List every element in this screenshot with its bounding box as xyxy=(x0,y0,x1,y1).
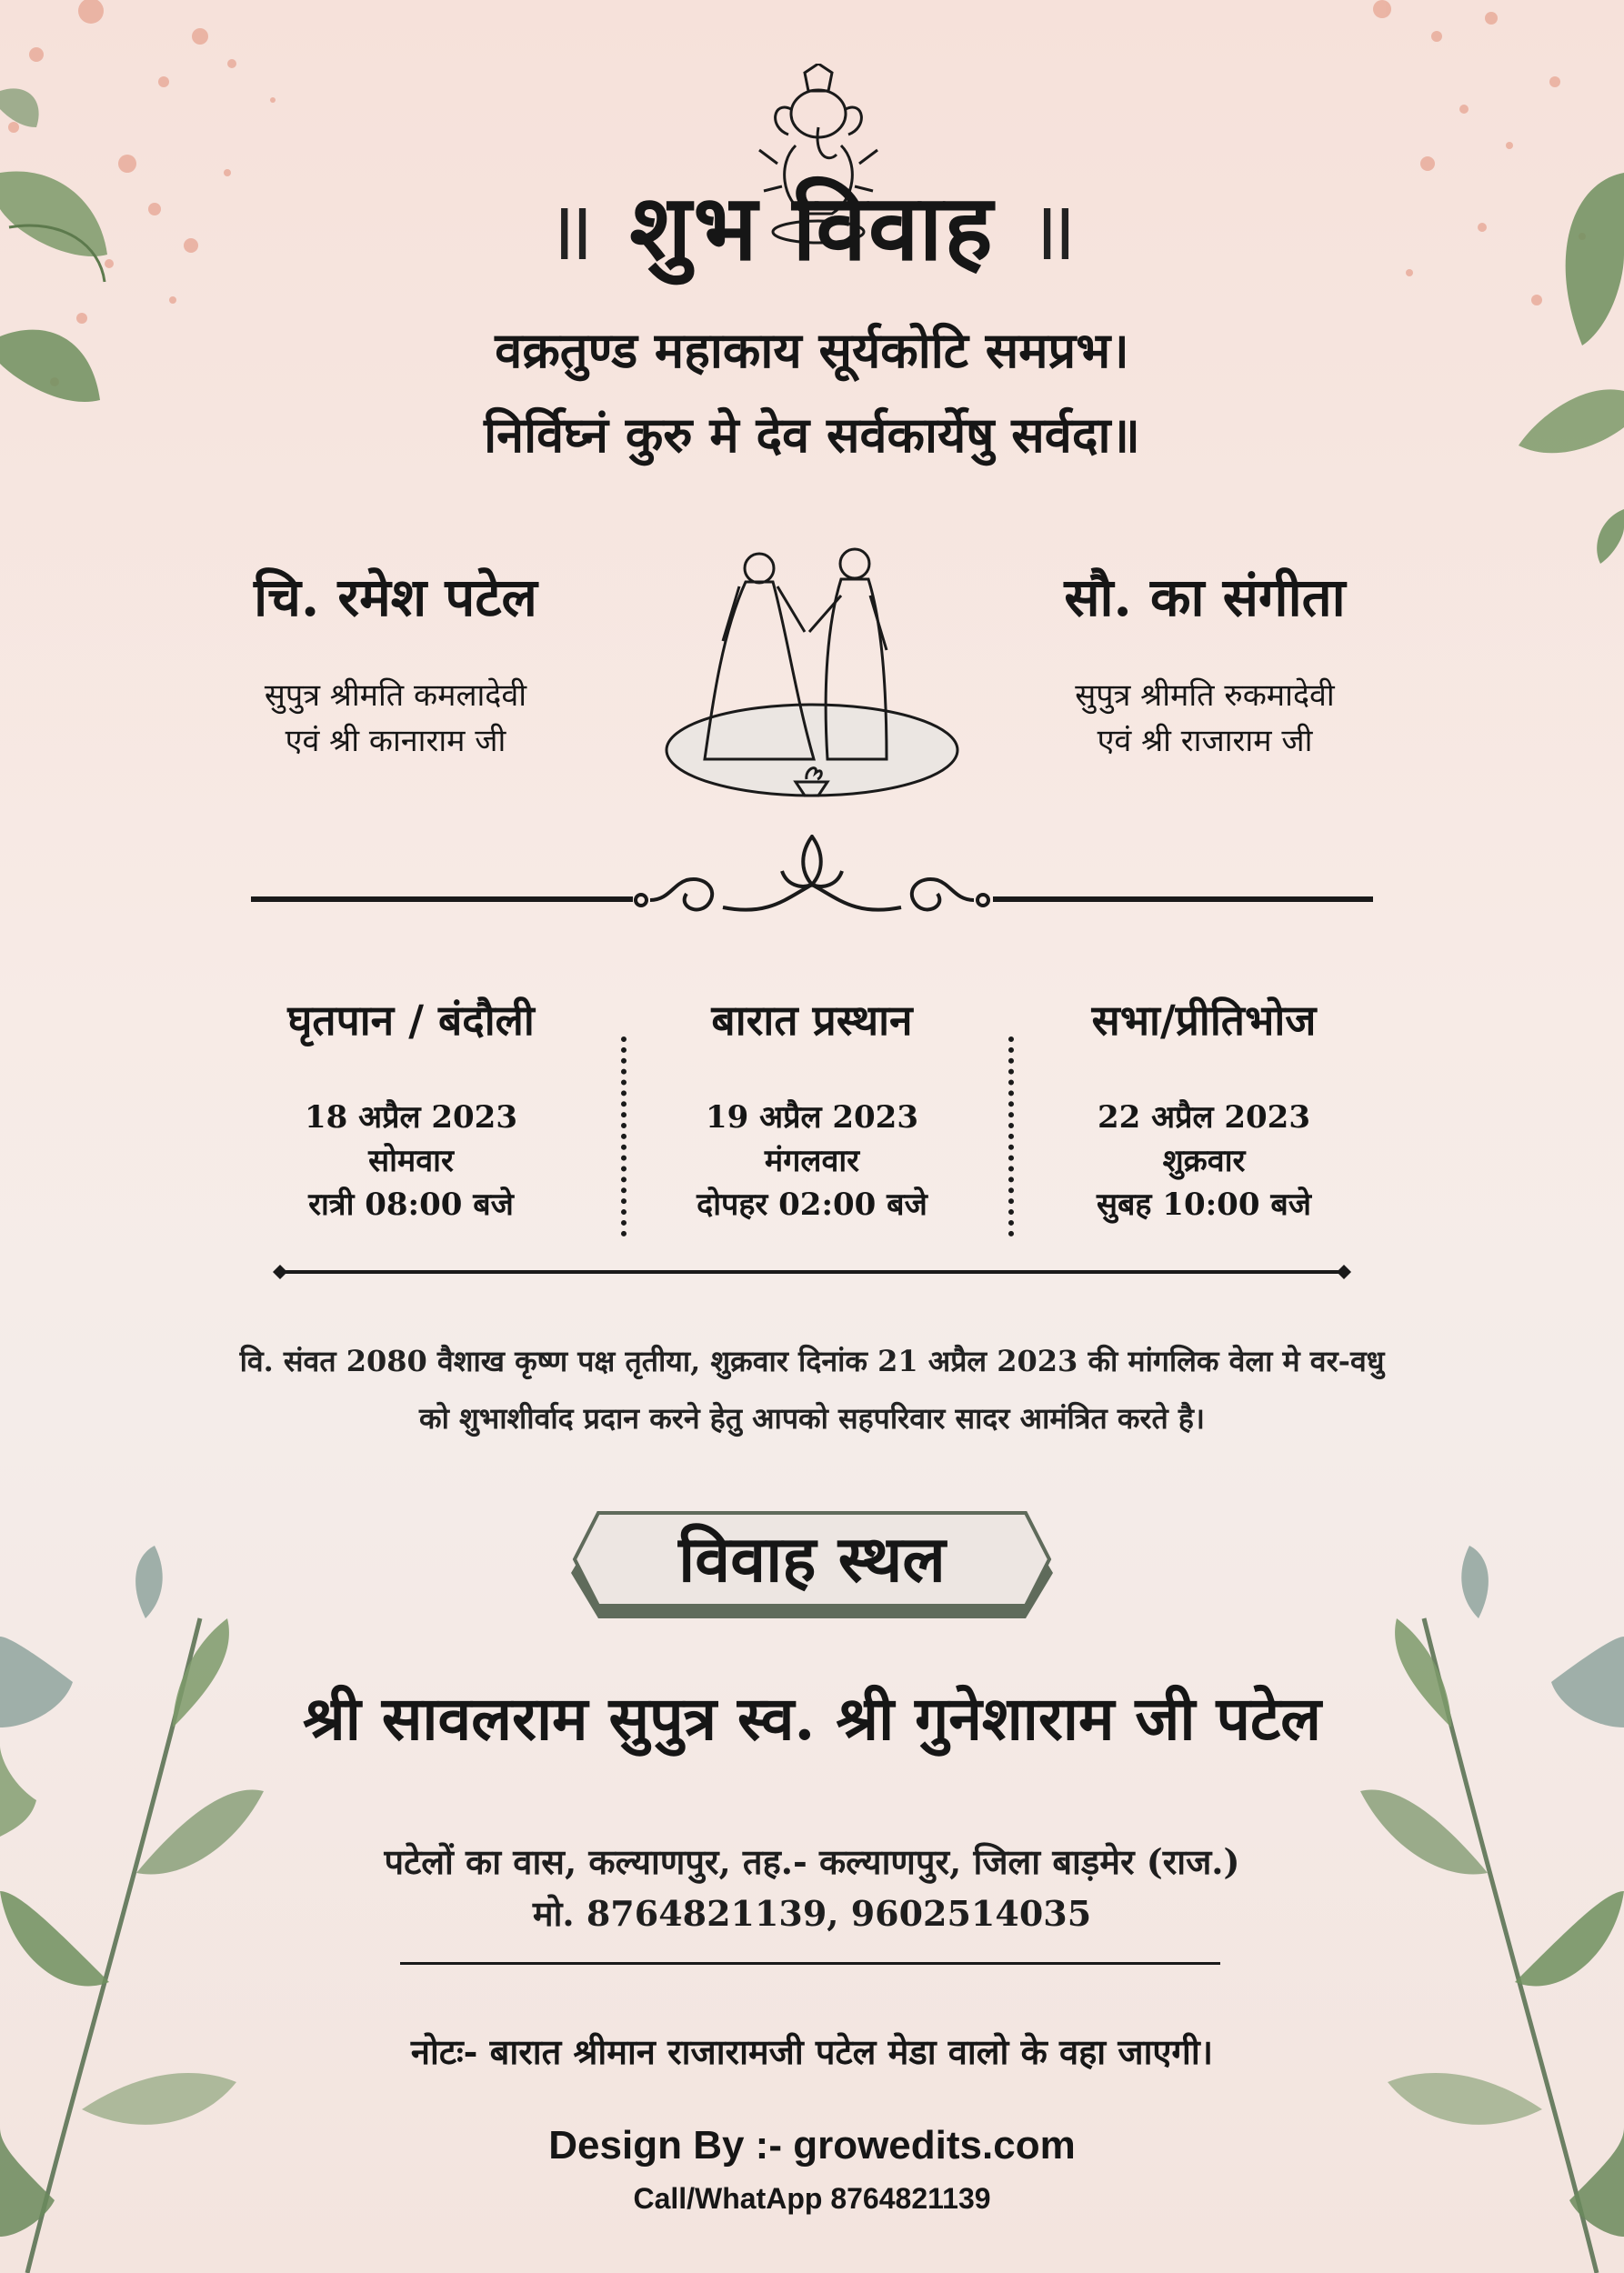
venue-label: विवाह स्थल xyxy=(678,1521,946,1597)
title-bar-right: ॥ xyxy=(1028,184,1079,279)
ornamental-flourish-icon xyxy=(632,835,992,935)
title-text: शुभ विवाह xyxy=(629,174,995,281)
event-date: 19 अप्रैल 2023 xyxy=(706,1099,918,1136)
wedding-couple-icon xyxy=(659,532,964,814)
event-time: दोपहर 02:00 बजे xyxy=(697,1187,927,1223)
invitation-line-2: को शुभाशीर्वाद प्रदान करने हेतु आपको सहपरिवार सादर आमंत्रित करते है। xyxy=(419,1401,1205,1436)
event-title-ghritpan: घृतपान / बंदौली xyxy=(287,996,535,1045)
design-contact: Call/WhatApp 8764821139 xyxy=(633,2182,991,2215)
diamond-right-icon xyxy=(1337,1265,1351,1279)
page-title xyxy=(0,173,1624,286)
events-bottom-divider xyxy=(280,1270,1344,1274)
event-day: शुक्रवार xyxy=(1162,1143,1246,1179)
bride-parents-line-2: एवं श्री राजाराम जी xyxy=(1097,723,1313,759)
event-title-barat: बारात प्रस्थान xyxy=(711,996,913,1045)
groom-name: चि. रमेश पटेल xyxy=(254,566,537,628)
event-day: मंगलवार xyxy=(764,1143,860,1179)
event-time: रात्री 08:00 बजे xyxy=(308,1187,514,1223)
invitation-line-1: वि. संवत 2080 वैशाख कृष्ण पक्ष तृतीया, शुक्रवार दिनांक 21 अप्रैल 2023 की मांगलिक वेला मे वर-वधु xyxy=(239,1344,1385,1378)
shloka-line-2: निर्विघ्नं कुरु मे देव सर्वकार्येषु सर्वदा॥ xyxy=(484,406,1140,464)
event-date: 18 अप्रैल 2023 xyxy=(305,1099,517,1136)
divider-right-line xyxy=(993,896,1373,902)
title-bar-left: ॥ xyxy=(545,184,596,279)
address-divider xyxy=(400,1962,1220,1965)
groom-parents-line-2: एवं श्री कानाराम जी xyxy=(285,723,506,759)
divider-left-line xyxy=(251,896,633,902)
groom-parents-line-1: सुपुत्र श्रीमति कमलादेवी xyxy=(264,677,527,714)
event-time: सुबह 10:00 बजे xyxy=(1097,1187,1311,1223)
bride-name: सौ. का संगीता xyxy=(1064,566,1346,628)
bride-parents-line-1: सुपुत्र श्रीमति रुकमादेवी xyxy=(1075,677,1335,714)
event-day: सोमवार xyxy=(368,1143,454,1179)
venue-host: श्री सावलराम सुपुत्र स्व. श्री गुनेशाराम जी पटेल xyxy=(303,1683,1321,1754)
event-date: 22 अप्रैल 2023 xyxy=(1098,1099,1310,1136)
venue-address: पटेलों का वास, कल्याणपुर, तह.- कल्याणपुर, जिला बाड़मेर (राज.) xyxy=(384,1841,1240,1882)
design-credit: Design By :- growedits.com xyxy=(548,2123,1076,2168)
event-title-sabha: सभा/प्रीतिभोज xyxy=(1091,996,1317,1045)
note-text: नोटः- बारात श्रीमान राजारामजी पटेल मेडा वालो के वहा जाएगी। xyxy=(410,2031,1214,2072)
shloka-line-1: वक्रतुण्ड महाकाय सूर्यकोटि समप्रभ। xyxy=(495,321,1129,379)
venue-phone: मो. 8764821139, 9602514035 xyxy=(532,1893,1092,1934)
diamond-left-icon xyxy=(273,1265,287,1279)
